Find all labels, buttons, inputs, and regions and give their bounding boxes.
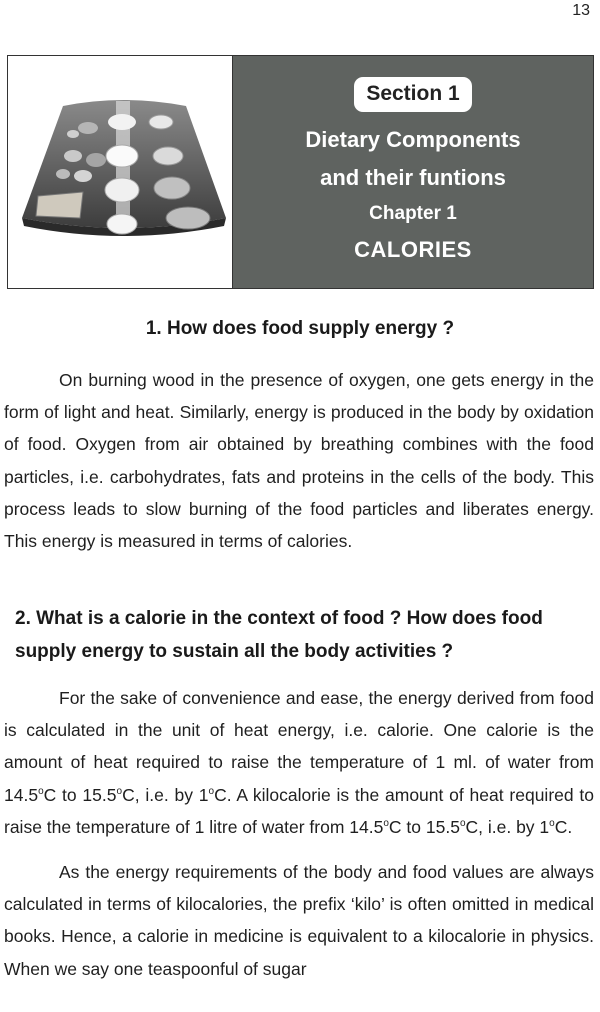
chapter-title: CALORIES [354,237,472,262]
page-number: 13 [572,2,590,19]
food-plate-image [8,56,232,288]
question-2-answer-paragraph-1: For the sake of convenience and ease, the energy derived from food is calculated in the unit of heat energy, i.e. calorie. One calorie is the amount of heat required to raise the temperature of 1 ml. of water from 14.5$^o$C to 15.5$^o$C, i.e. by 1$^o$C. A kilocalorie is the amount of heat required to raise the temperature of 1 litre of water from 14.5$^o$C to 15.5$^o$C, i.e. by 1$^o$C. [4,688,594,837]
chapter-label: Chapter 1 [369,203,457,224]
section-title-line1: Dietary Components [305,127,521,152]
question-1-heading: 1. How does food supply energy ? [145,318,455,339]
banner-text-panel [232,56,593,288]
section-title-line2: and their funtions [320,165,506,190]
section-title [305,121,520,197]
question-2-answer-paragraph-2: As the energy requirements of the body and food values are always calculated in terms of kilocalories, the prefix ‘kilo’ is often omitted in medical books. Hence, a calorie in medicine is equivalent to a kilocalorie in physics. When we say one teaspoonful of sugar [4,862,594,979]
question-2-heading: 2. What is a calorie in the context of food ? How does food supply energy to sustain all the body activities ? [15,608,543,662]
food-tray-illustration [8,56,232,288]
chapter-banner [7,55,594,289]
section-label: Section 1 [354,77,471,112]
question-1-answer: On burning wood in the presence of oxygen, one gets energy in the form of light and heat. Similarly, energy is produced in the body by oxidation of food. Oxygen from air obtained by breathing combines with the food particles, i.e. carbohydrates, fats and proteins in the cells of the body. This process leads to slow burning of the food particles and liberates energy. This energy is measured in terms of calories. [4,370,594,552]
